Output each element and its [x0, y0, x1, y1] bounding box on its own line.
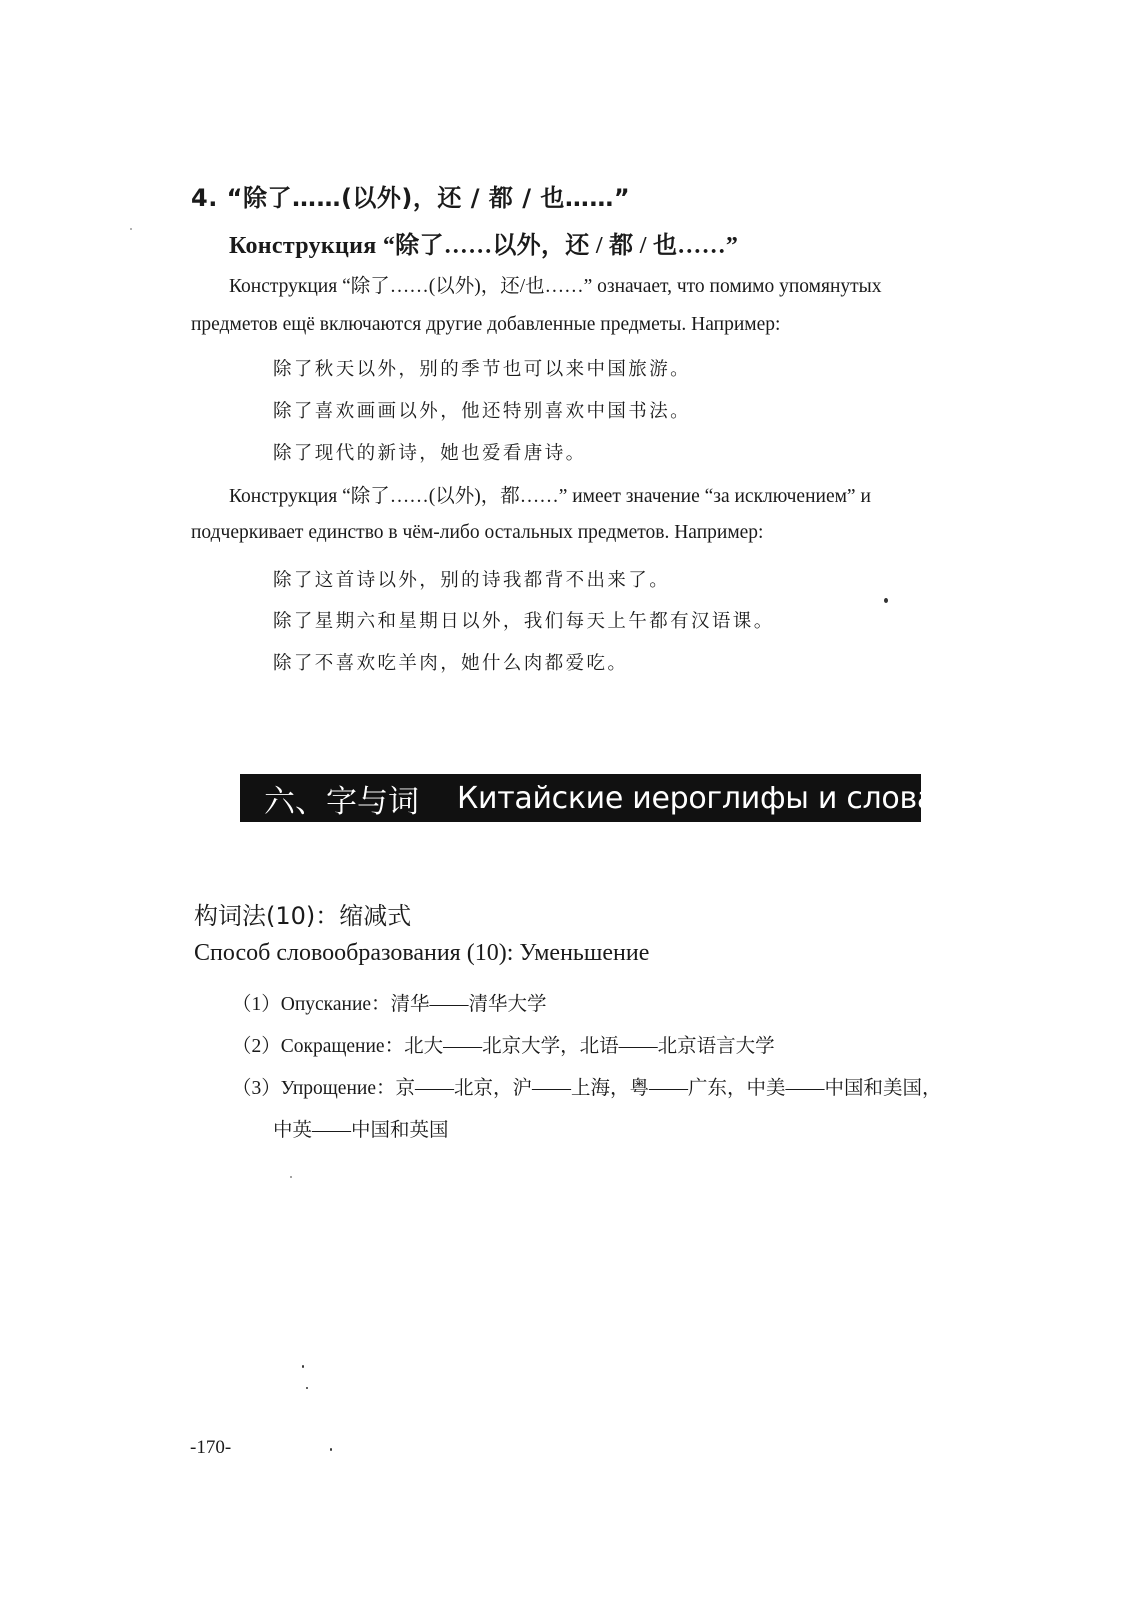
paragraph-line: предметов ещё включаются другие добавленные предметы. Например: [191, 314, 781, 335]
section-number: 六、字与词 [264, 783, 419, 820]
example-sentence: 除了不喜欢吃羊肉，她什么肉都爱吃。 [273, 653, 629, 674]
word-formation-item: （3）Упрощение：京——北京，沪——上海，粤——广东，中美——中国和美国， [232, 1078, 942, 1099]
paragraph-line: Конструкция “除了……(以外)，都……” имеет значение “за исключением” и [229, 486, 871, 507]
scan-speck [884, 598, 888, 603]
section-banner [240, 774, 935, 822]
word-formation-item-continuation: 中英——中国和英国 [273, 1120, 449, 1141]
scan-speck [302, 1365, 304, 1368]
example-sentence: 除了这首诗以外，别的诗我都背不出来了。 [273, 570, 671, 591]
grammar-point-subheading: Конструкция “除了……以外，还 / 都 / 也……” [229, 233, 739, 259]
section-title: Китайские иероглифы и слова [457, 780, 935, 816]
page-number: -170- [190, 1437, 232, 1458]
example-sentence: 除了秋天以外，别的季节也可以来中国旅游。 [273, 359, 692, 380]
scan-speck [306, 1387, 308, 1389]
scan-speck [130, 228, 132, 230]
example-sentence: 除了星期六和星期日以外，我们每天上午都有汉语课。 [273, 611, 775, 632]
scan-speck [290, 1176, 292, 1178]
scan-speck [330, 1448, 332, 1451]
word-formation-item: （2）Сокращение：北大——北京大学，北语——北京语言大学 [232, 1036, 775, 1057]
grammar-point-heading: 4. “除了……(以外)，还 / 都 / 也……” [191, 184, 631, 212]
example-sentence: 除了喜欢画画以外，他还特别喜欢中国书法。 [273, 401, 692, 422]
paragraph-line: Конструкция “除了……(以外)，还/也……” означает, что помимо упомянутых [229, 276, 882, 297]
example-sentence: 除了现代的新诗，她也爱看唐诗。 [273, 443, 587, 464]
word-formation-item: （1）Опускание：清华——清华大学 [232, 994, 547, 1015]
paragraph-line: подчеркивает единство в чём-либо остальных предметов. Например: [191, 522, 764, 543]
word-formation-title-cn: 构词法(10)：缩减式 [194, 902, 412, 930]
word-formation-title-ru: Способ словообразования (10): Уменьшение [194, 940, 650, 966]
